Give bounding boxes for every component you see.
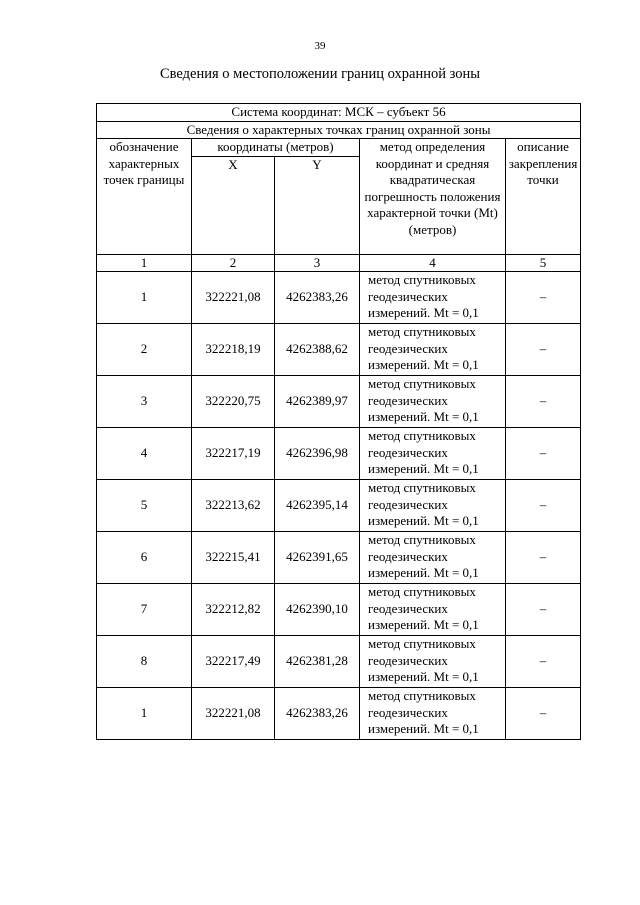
cell-x: 322217,19 (192, 428, 275, 480)
column-number-row (97, 254, 581, 272)
column-number: 2 (192, 254, 275, 272)
cell-method: метод спутниковых геодезических измерений. Mt = 0,1 (360, 688, 506, 740)
cell-method: метод спутниковых геодезических измерений. Mt = 0,1 (360, 428, 506, 480)
cell-x: 322221,08 (192, 688, 275, 740)
cell-point: 1 (97, 272, 192, 324)
cell-point: 6 (97, 532, 192, 584)
cell-point: 3 (97, 376, 192, 428)
cell-description: – (506, 272, 581, 324)
cell-x: 322213,62 (192, 480, 275, 532)
cell-method: метод спутниковых геодезических измерений. Mt = 0,1 (360, 324, 506, 376)
cell-description: – (506, 428, 581, 480)
cell-description: – (506, 636, 581, 688)
cell-x: 322217,49 (192, 636, 275, 688)
document-title: Сведения о местоположении границ охранной зоны (159, 66, 480, 82)
cell-y: 4262383,26 (275, 688, 360, 740)
table-row (97, 532, 581, 584)
column-number: 1 (97, 254, 192, 272)
column-number: 5 (506, 254, 581, 272)
cell-method: метод спутниковых геодезических измерений. Mt = 0,1 (360, 480, 506, 532)
table-row (97, 636, 581, 688)
column-number: 4 (360, 254, 506, 272)
header-point-designation: обозначение характерных точек границы (97, 139, 192, 255)
cell-description: – (506, 376, 581, 428)
header-description: описание закрепления точки (506, 139, 581, 255)
cell-point: 5 (97, 480, 192, 532)
cell-point: 8 (97, 636, 192, 688)
cell-y: 4262383,26 (275, 272, 360, 324)
cell-method: метод спутниковых геодезических измерений. Mt = 0,1 (360, 532, 506, 584)
cell-description: – (506, 324, 581, 376)
cell-method: метод спутниковых геодезических измерений. Mt = 0,1 (360, 584, 506, 636)
boundary-points-table (96, 103, 581, 740)
coord-system-header: Система координат: МСК – субъект 56 (97, 104, 581, 122)
cell-y: 4262396,98 (275, 428, 360, 480)
cell-y: 4262388,62 (275, 324, 360, 376)
cell-x: 322220,75 (192, 376, 275, 428)
cell-method: метод спутниковых геодезических измерений. Mt = 0,1 (360, 636, 506, 688)
cell-description: – (506, 688, 581, 740)
cell-method: метод спутниковых геодезических измерений. Mt = 0,1 (360, 272, 506, 324)
cell-y: 4262391,65 (275, 532, 360, 584)
cell-x: 322221,08 (192, 272, 275, 324)
header-method: метод определения координат и средняя квадратическая погрешность положения характерной точки (Mt) (метров) (360, 139, 506, 255)
table-row (97, 584, 581, 636)
cell-x: 322212,82 (192, 584, 275, 636)
cell-y: 4262390,10 (275, 584, 360, 636)
cell-description: – (506, 480, 581, 532)
cell-method: метод спутниковых геодезических измерений. Mt = 0,1 (360, 376, 506, 428)
section-title-header: Сведения о характерных точках границ охранной зоны (97, 121, 581, 139)
table-row (97, 376, 581, 428)
cell-point: 7 (97, 584, 192, 636)
table-row (97, 272, 581, 324)
cell-y: 4262381,28 (275, 636, 360, 688)
cell-x: 322218,19 (192, 324, 275, 376)
cell-point: 2 (97, 324, 192, 376)
column-number: 3 (275, 254, 360, 272)
header-coordinates: координаты (метров) (192, 139, 360, 157)
cell-y: 4262395,14 (275, 480, 360, 532)
cell-x: 322215,41 (192, 532, 275, 584)
table-row (97, 480, 581, 532)
table-row (97, 688, 581, 740)
cell-point: 1 (97, 688, 192, 740)
header-y: Y (275, 156, 360, 254)
page-number: 39 (314, 40, 326, 52)
cell-description: – (506, 584, 581, 636)
table-row (97, 324, 581, 376)
cell-description: – (506, 532, 581, 584)
table-row (97, 428, 581, 480)
cell-point: 4 (97, 428, 192, 480)
cell-y: 4262389,97 (275, 376, 360, 428)
header-x: X (192, 156, 275, 254)
